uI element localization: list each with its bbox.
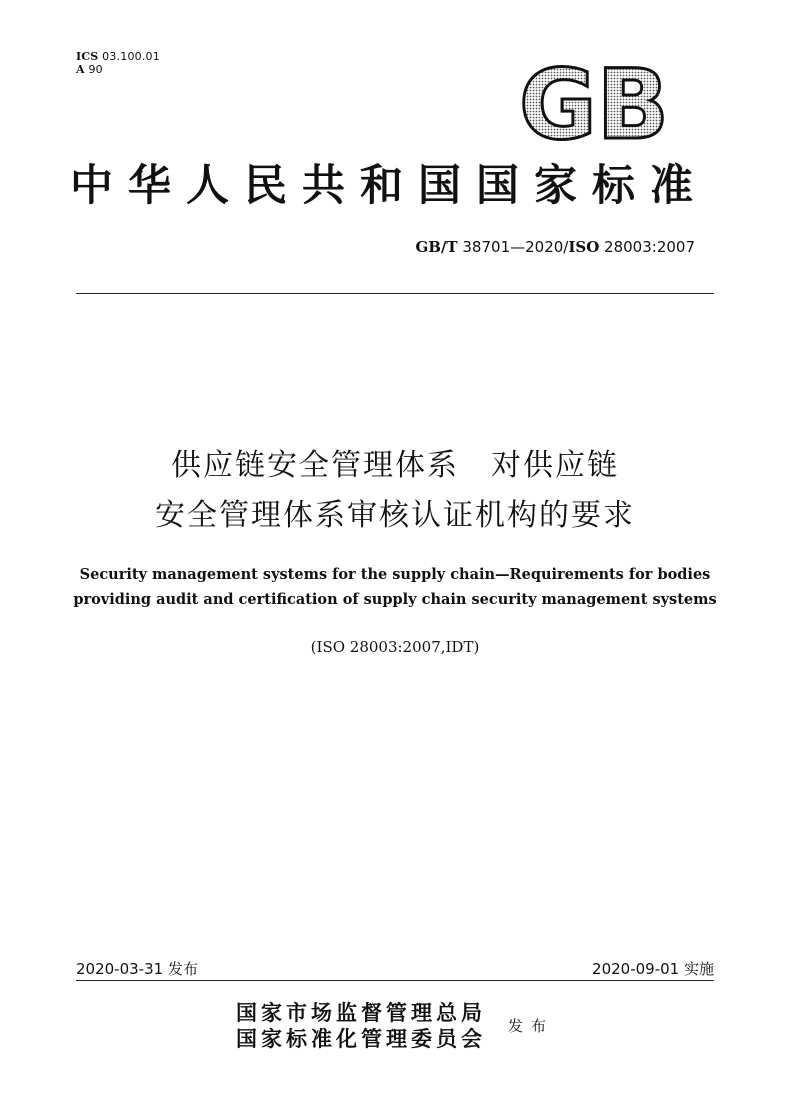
ccs-label: A [76,63,85,76]
iso-label: ISO [568,238,600,256]
chinese-title-line-2: 安全管理体系审核认证机构的要求 [155,498,635,533]
ics-line [76,50,160,63]
classification-codes [76,50,160,76]
standard-number [415,238,695,256]
gb-logo [517,62,673,144]
standard-prefix: GB/T [415,238,458,256]
issuer-line-2: 国家标准化管理委员会 [236,1026,486,1051]
iso-number: 28003:2007 [604,238,695,256]
bottom-divider [76,980,714,981]
logo-text: GB [519,62,669,144]
chinese-title-line-1: 供应链安全管理体系 对供应链 [171,448,619,483]
english-title-line-1: Security management systems for the supply chain—Requirements for bodies [79,566,711,583]
ccs-code: 90 [88,63,103,76]
issuer-line-1: 国家市场监督管理总局 [236,1000,486,1025]
adoption-note: (ISO 28003:2007,IDT) [310,638,480,656]
ics-code: 03.100.01 [102,50,160,63]
ccs-line [76,63,160,76]
ics-label: ICS [76,50,99,63]
issue-action: 发布 [508,1017,555,1035]
implementation-date: 2020-09-01 实施 [592,960,714,978]
top-divider [76,293,714,294]
standard-type-title: 中华人民共和国国家标准 [70,161,708,211]
issue-date: 2020-03-31 发布 [76,960,198,978]
standard-main-number: 38701—2020/ [462,238,569,256]
english-title-line-2: providing audit and certification of supply chain security management systems [73,591,717,608]
